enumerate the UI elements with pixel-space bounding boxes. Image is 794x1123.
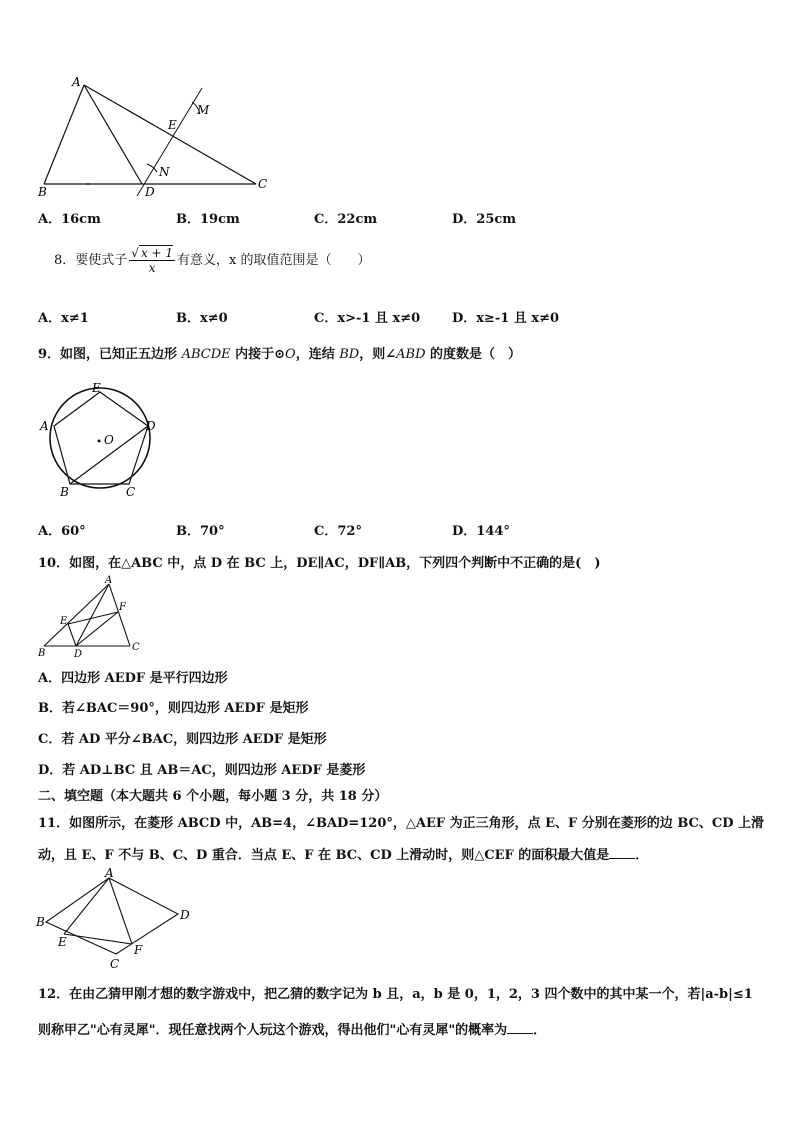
q10-label-e: E — [60, 616, 68, 627]
q8-suffix: 有意义，x 的取值范围是（ ） — [177, 253, 371, 268]
q9-label-e: E — [92, 381, 101, 395]
q9-option-b: B．70° — [176, 524, 225, 539]
q7-option-d: D．25cm — [452, 212, 517, 227]
q11-answer-blank — [609, 848, 635, 859]
q7-label-n: N — [159, 165, 170, 179]
q9-option-d: D．144° — [452, 524, 510, 539]
q8-stem — [54, 246, 371, 275]
q11-label-e: E — [58, 935, 67, 949]
q7-label-b: B — [38, 185, 47, 199]
q9-label-d: D — [146, 419, 156, 433]
q9-text-e: 的度数是（ ） — [425, 347, 522, 362]
q10-label-c: C — [132, 642, 140, 653]
q9-text-b: 内接于⊙ — [230, 347, 286, 362]
q7-option-c: C．22cm — [314, 212, 378, 227]
q9-stem — [38, 343, 521, 362]
q9-label-o: O — [104, 433, 114, 447]
q7-label-m: M — [197, 103, 210, 117]
section-heading: 二、填空题（本大题共 6 个小题，每小题 3 分，共 18 分） — [38, 789, 388, 804]
q11-line2 — [38, 844, 648, 863]
q11-label-b: B — [36, 915, 45, 929]
q11-rhombus-figure — [34, 866, 204, 972]
q11-label-d: D — [180, 908, 190, 922]
q7-label-e: E — [168, 118, 177, 132]
q12-line1: 12．在由乙猜甲刚才想的数字游戏中，把乙猜的数字记为 b 且，a，b 是 0，1，2，3 四个数中的其中某一个，若|a-b|≤1 — [38, 987, 753, 1002]
q10-label-b: B — [38, 648, 46, 659]
q9-label-b: B — [60, 485, 69, 499]
q9-text-c: ，连结 — [295, 347, 340, 362]
q7-option-b: B．19cm — [176, 212, 240, 227]
q11-line1: 11．如图所示，在菱形 ABCD 中，AB=4，∠BAD=120°，△AEF 为正三角形，点 E、F 分别在菱形的边 BC、CD 上滑 — [38, 816, 765, 831]
q9-segment: BD — [339, 347, 360, 362]
q10-option-d: D．若 AD⊥BC 且 AB＝AC，则四边形 AEDF 是菱形 — [38, 763, 366, 778]
q11-line2-text: 动，且 E、F 不与 B、C、D 重合．当点 E、F 在 BC、CD 上滑动时，则△CEF 的面积最大值是 — [38, 848, 610, 863]
q8-option-b: B．x≠0 — [176, 311, 228, 326]
q9-text-d: ，则∠ — [359, 347, 397, 362]
q12-answer-blank — [507, 1023, 533, 1034]
q11-label-c: C — [110, 957, 120, 971]
q10-label-f: F — [119, 602, 126, 613]
q12-line2-end: ． — [533, 1023, 547, 1038]
q9-pentagon-figure — [36, 380, 166, 500]
q8-frac-num: x + 1 — [140, 246, 174, 260]
q10-option-c: C．若 AD 平分∠BAC，则四边形 AEDF 是矩形 — [38, 732, 327, 747]
q9-label-a: A — [40, 419, 49, 433]
q11-line2-end: ． — [635, 848, 649, 863]
q9-text-a: 9．如图，已知正五边形 — [38, 347, 182, 362]
q8-fraction: $\frac{√ x + 1}{x}$ — [131, 246, 174, 275]
q12-line2-text: 则称甲乙"心有灵犀"．现任意找两个人玩这个游戏，得出他们"心有灵犀"的概率为 — [38, 1023, 508, 1038]
q7-triangle-figure — [34, 72, 274, 202]
q7-label-a: A — [72, 75, 81, 89]
q9-option-a: A．60° — [38, 524, 86, 539]
q9-option-c: C．72° — [314, 524, 362, 539]
q9-circle: O — [285, 347, 296, 362]
q7-label-c: C — [258, 177, 268, 191]
q11-label-a: A — [105, 866, 114, 880]
q10-label-d: D — [74, 649, 83, 660]
q8-option-d: D．x≥-1 且 x≠0 — [452, 311, 560, 326]
q7-label-d: D — [145, 185, 155, 199]
q9-pentagon: ABCDE — [181, 347, 231, 362]
q10-option-a: A．四边形 AEDF 是平行四边形 — [38, 671, 228, 686]
q9-angle: ABD — [396, 347, 426, 362]
q8-frac-den: x — [148, 261, 156, 275]
q11-label-f: F — [134, 943, 143, 957]
q10-stem: 10．如图，在△ABC 中，点 D 在 BC 上，DE∥AC，DF∥AB，下列四个判断中不正确的是( ) — [38, 556, 601, 571]
q10-label-a: A — [105, 575, 113, 586]
q10-triangle-figure — [34, 572, 154, 660]
q12-line2 — [38, 1019, 546, 1038]
q8-prefix: 8．要使式子 — [54, 253, 128, 268]
q9-label-c: C — [126, 485, 136, 499]
q7-option-a: A．16cm — [38, 212, 101, 227]
q8-option-a: A．x≠1 — [38, 311, 89, 326]
q8-option-c: C．x>-1 且 x≠0 — [314, 311, 421, 326]
q10-option-b: B．若∠BAC＝90°，则四边形 AEDF 是矩形 — [38, 701, 309, 716]
